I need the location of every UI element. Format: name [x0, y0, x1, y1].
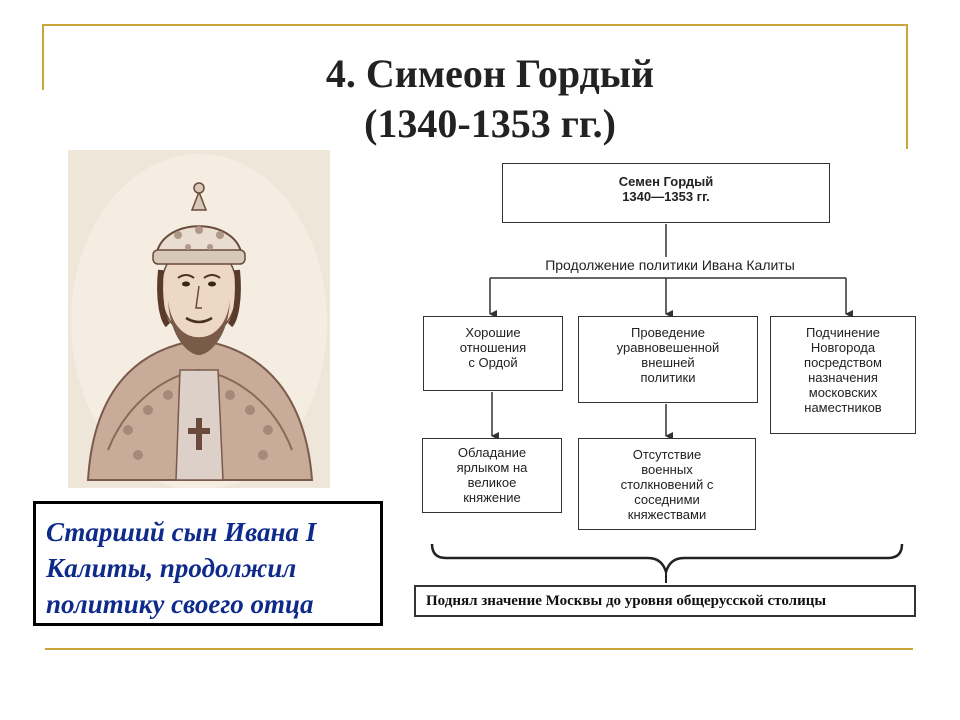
- grouping-brace: [432, 544, 902, 572]
- slide-subtitle-years: (1340-1353 гг.): [364, 101, 616, 146]
- box-no-conflicts: [578, 438, 756, 530]
- caption-text: Старший сын Ивана I Калиты, продолжил политику своего отца: [46, 517, 317, 619]
- box-novgorod-text: Подчинение Новгорода посредством назначения московских наместников: [804, 325, 882, 415]
- box-horde-relations-text: Хорошие отношения с Ордой: [459, 325, 527, 370]
- box-novgorod: [770, 316, 916, 434]
- result-text: Поднял значение Москвы до уровня общерусской столицы: [426, 593, 827, 609]
- box-no-conflicts-text: Отсутствие военных столкновений с соседними княжествами: [620, 447, 714, 522]
- top-box-text: Семен Гордый 1340—1353 гг.: [618, 174, 714, 204]
- policy-continuation-label: Продолжение политики Ивана Калиты: [460, 257, 880, 273]
- box-yarlyk-text: Обладание ярлыком на великое княжение: [456, 445, 528, 505]
- top-box-ruler: [502, 163, 830, 223]
- result-box: [414, 585, 916, 617]
- box-yarlyk: [422, 438, 562, 513]
- slide-title: 4. Симеон Гордый: [325, 51, 655, 96]
- box-horde-relations: [423, 316, 563, 391]
- box-foreign-policy: [578, 316, 758, 403]
- box-foreign-policy-text: Проведение уравновешенной внешней политики: [616, 325, 720, 385]
